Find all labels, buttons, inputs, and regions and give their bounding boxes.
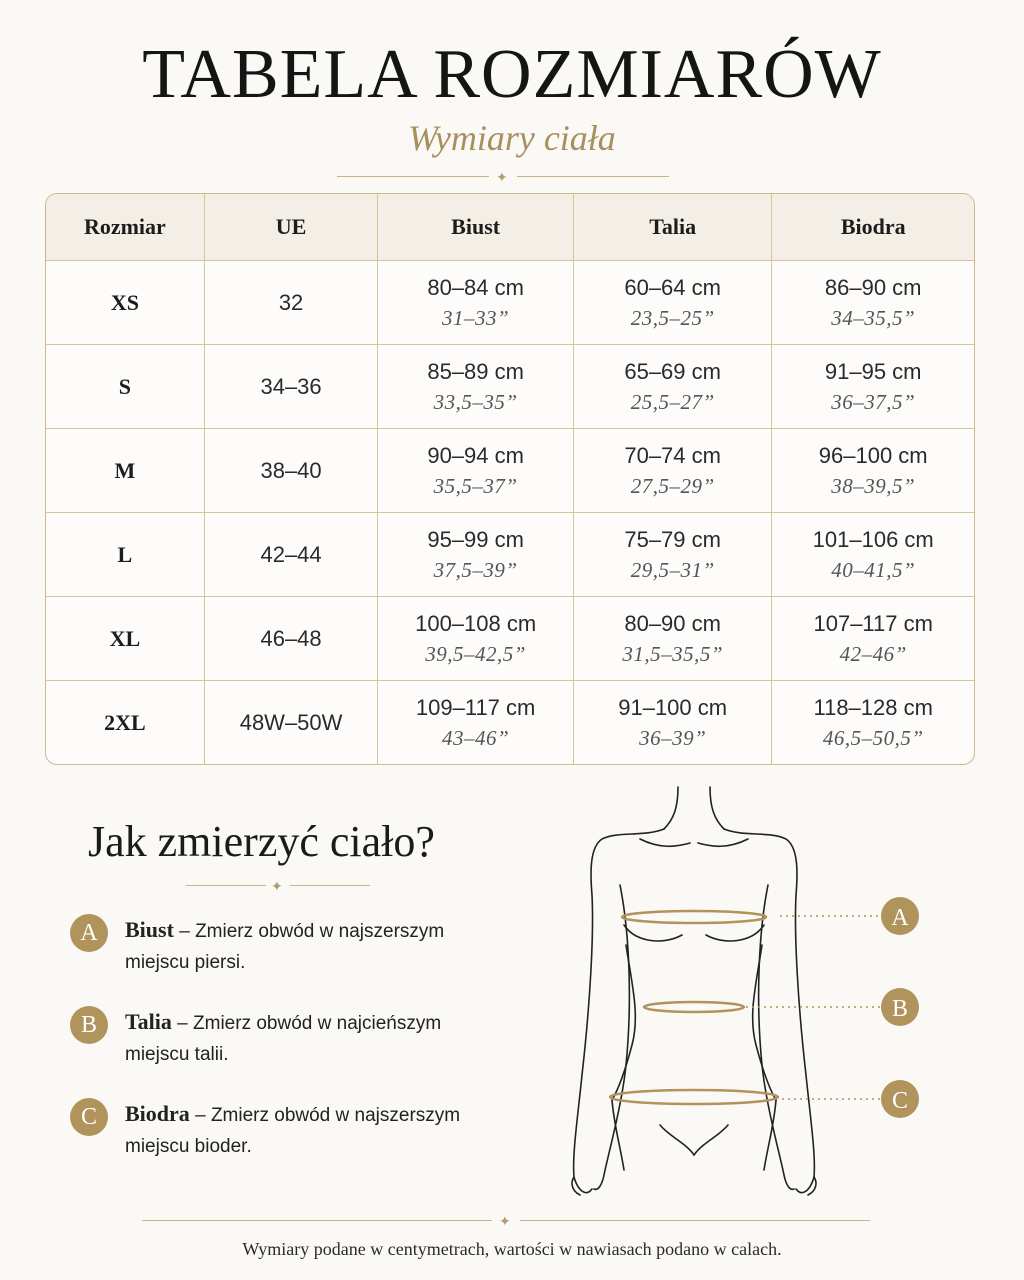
column-header-waist: Talia <box>574 194 773 261</box>
figure-label-c: C <box>891 1088 909 1114</box>
size-cell: M <box>46 429 205 513</box>
hips-cm: 96–100 cm <box>818 442 928 468</box>
column-header-eu: UE <box>205 194 379 261</box>
footer-note: Wymiary podane w centymetrach, wartości w nawiasach podano w calach. <box>242 1239 782 1259</box>
hips-inch: 40–41,5” <box>831 557 916 582</box>
waist-inch: 25,5–27” <box>630 389 715 414</box>
step-line-2: miejscu talii. <box>125 1044 229 1065</box>
step-description <box>125 1006 525 1070</box>
eu-size-cell: 34–36 <box>205 345 379 429</box>
step-line-2: miejscu bioder. <box>125 1136 252 1157</box>
bust-cm: 90–94 cm <box>427 442 524 468</box>
waist-cm: 60–64 cm <box>624 274 721 300</box>
bust-inch: 33,5–35” <box>433 389 518 414</box>
bust-cm: 109–117 cm <box>415 694 536 720</box>
badge-c-icon: C <box>70 1098 108 1136</box>
diamond-ornament-icon: ✦ <box>271 878 283 894</box>
bust-inch: 31–33” <box>442 305 510 330</box>
badge-a-icon: A <box>70 914 108 952</box>
badge-b-icon: B <box>70 1006 108 1044</box>
hips-cell <box>772 261 974 345</box>
waist-cm: 65–69 cm <box>624 358 721 384</box>
bust-inch: 39,5–42,5” <box>425 641 526 666</box>
page-title: TABELA ROZMIARÓW <box>142 36 882 113</box>
hips-cell <box>772 429 974 513</box>
size-cell: XL <box>46 597 205 681</box>
table-row <box>46 597 974 681</box>
waist-cell <box>574 261 773 345</box>
figure-label-a: A <box>891 905 909 931</box>
hips-inch: 46,5–50,5” <box>822 725 924 750</box>
hips-cm: 118–128 cm <box>813 694 933 720</box>
page-subtitle: Wymiary ciała <box>408 118 616 158</box>
hips-inch: 34–35,5” <box>831 305 916 330</box>
figure-label-b: B <box>891 996 909 1022</box>
bust-cell <box>378 345 574 429</box>
waist-cm: 70–74 cm <box>624 442 721 468</box>
bust-cell <box>378 429 574 513</box>
bust-cm: 80–84 cm <box>427 274 524 300</box>
table-row <box>46 345 974 429</box>
step-line-1: Zmierz obwód w najszerszym <box>210 1105 461 1126</box>
table-header-row <box>46 194 974 261</box>
bust-cell <box>378 513 574 597</box>
waist-cm: 80–90 cm <box>624 610 721 636</box>
hips-cm: 101–106 cm <box>812 526 934 552</box>
size-cell: L <box>46 513 205 597</box>
step-line-1: Zmierz obwód w najcieńszym <box>193 1013 442 1034</box>
table-row <box>46 513 974 597</box>
footer-divider <box>142 1214 870 1228</box>
waist-cell <box>574 597 773 681</box>
step-line-2: miejscu piersi. <box>125 952 246 973</box>
waist-cell <box>574 429 773 513</box>
waist-cell <box>574 345 773 429</box>
hips-cell <box>772 681 974 764</box>
hips-inch: 38–39,5” <box>831 473 916 498</box>
hips-cm: 86–90 cm <box>824 274 922 300</box>
column-header-size: Rozmiar <box>46 194 205 261</box>
label-a-icon <box>881 897 919 935</box>
step-line-1: Zmierz obwód w najszerszym <box>195 921 445 942</box>
bust-cm: 85–89 cm <box>427 358 524 384</box>
waist-cell <box>574 681 773 764</box>
size-cell: S <box>46 345 205 429</box>
step-name: Talia <box>125 1009 172 1034</box>
step-dash: – <box>195 1105 206 1126</box>
diamond-ornament-icon: ✦ <box>496 169 508 185</box>
bust-inch: 43–46” <box>442 725 510 750</box>
hips-cell <box>772 597 974 681</box>
waist-inch: 29,5–31” <box>630 557 715 582</box>
hips-cm: 91–95 cm <box>824 358 922 384</box>
eu-size-cell: 32 <box>205 261 379 345</box>
size-cell: 2XL <box>46 681 205 764</box>
waist-cell <box>574 513 773 597</box>
table-row <box>46 261 974 345</box>
bust-cm: 100–108 cm <box>415 610 537 636</box>
step-name: Biust <box>125 917 174 942</box>
step-description <box>125 1098 525 1162</box>
hips-cm: 107–117 cm <box>813 610 933 636</box>
column-header-hips: Biodra <box>772 194 974 261</box>
column-header-bust: Biust <box>378 194 574 261</box>
bust-inch: 37,5–39” <box>433 557 518 582</box>
title-divider <box>337 170 669 184</box>
eu-size-cell: 48W–50W <box>205 681 379 764</box>
step-dash: – <box>177 1013 188 1034</box>
bust-cell <box>378 597 574 681</box>
body-outline-illustration <box>560 785 940 1215</box>
eu-size-cell: 42–44 <box>205 513 379 597</box>
size-table <box>45 193 975 765</box>
step-description <box>125 914 525 978</box>
hips-cell <box>772 345 974 429</box>
waist-cm: 75–79 cm <box>624 526 721 552</box>
hips-cell <box>772 513 974 597</box>
eu-size-cell: 38–40 <box>205 429 379 513</box>
bust-cell <box>378 261 574 345</box>
diamond-ornament-icon: ✦ <box>499 1213 511 1229</box>
how-to-divider <box>186 879 370 893</box>
waist-inch: 36–39” <box>639 725 707 750</box>
table-row <box>46 681 974 764</box>
step-name: Biodra <box>125 1101 190 1126</box>
how-to-measure-title: Jak zmierzyć ciało? <box>88 817 435 866</box>
bust-cell <box>378 681 574 764</box>
waist-inch: 23,5–25” <box>630 305 715 330</box>
size-cell: XS <box>46 261 205 345</box>
bust-cm: 95–99 cm <box>427 526 524 552</box>
step-dash: – <box>179 921 190 942</box>
hips-inch: 36–37,5” <box>831 389 916 414</box>
label-c-icon <box>881 1080 919 1118</box>
hips-inch: 42–46” <box>839 641 907 666</box>
eu-size-cell: 46–48 <box>205 597 379 681</box>
waist-inch: 27,5–29” <box>630 473 715 498</box>
waist-inch: 31,5–35,5” <box>622 641 723 666</box>
bust-inch: 35,5–37” <box>433 473 518 498</box>
label-b-icon <box>881 988 919 1026</box>
waist-cm: 91–100 cm <box>618 694 728 720</box>
table-row <box>46 429 974 513</box>
